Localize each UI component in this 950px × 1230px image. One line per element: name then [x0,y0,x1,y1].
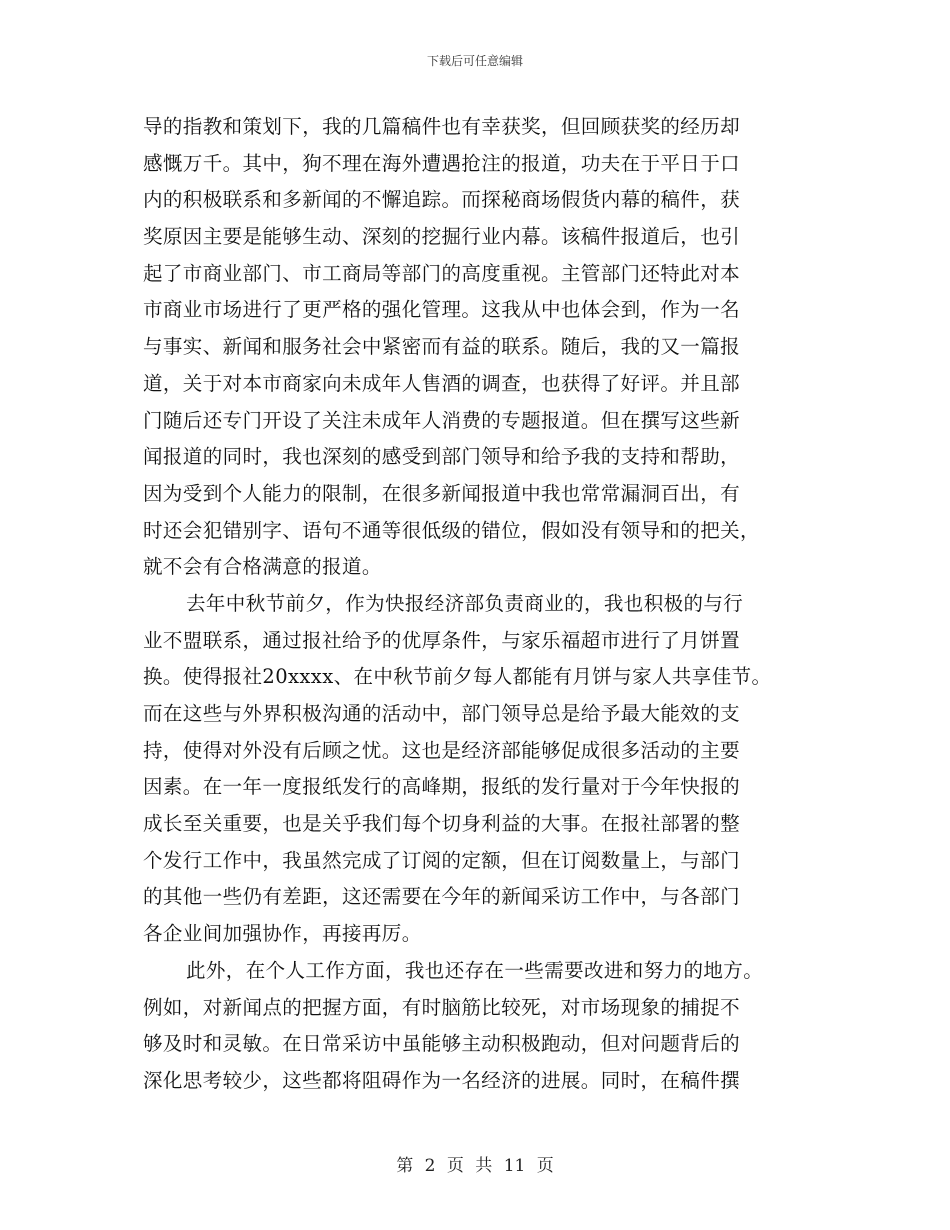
paragraph-1 [143,109,813,586]
text-line: 时还会犯错别字、语句不通等很低级的错位，假如没有领导和的把关， [143,518,760,542]
text-line: 换。使得报社20xxxx、在中秋节前夕每人都能有月饼与家人共享佳节。 [143,665,772,689]
text-line: 奖原因主要是能够生动、深刻的挖掘行业内幕。该稿件报道后，也引 [143,225,741,249]
text-line: 成长至关重要，也是关乎我们每个切身利益的大事。在报社部署的整 [143,812,741,836]
text-line: 例如，对新闻点的把握方面，有时脑筋比较死，对市场现象的捕捉不 [143,995,741,1019]
text-line: 市商业市场进行了更严格的强化管理。这我从中也体会到，作为一名 [143,298,741,322]
text-line: 感慨万千。其中，狗不理在海外遭遇抢注的报道，功夫在于平日于口 [143,151,741,175]
text-line: 起了市商业部门、市工商局等部门的高度重视。主管部门还特此对本 [143,261,741,285]
text-line: 持，使得对外没有后顾之忧。这也是经济部能够促成很多活动的主要 [143,738,741,762]
text-line: 业不盟联系，通过报社给予的优厚条件，与家乐福超市进行了月饼置 [143,628,741,652]
document-body [143,109,813,1100]
page-header: 下载后可任意编辑 [426,54,523,68]
text-line: 而在这些与外界积极沟通的活动中，部门领导总是给予最大能效的支 [143,702,741,725]
text-line: 导的指教和策划下，我的几篇稿件也有幸获奖，但回顾获奖的经历却 [143,115,741,138]
page-number-footer: 第 2 页 共 11 页 [396,1156,554,1176]
text-line-first: 去年中秋节前夕，作为快报经济部负责商业的，我也积极的与行 [186,591,744,615]
text-line: 的其他一些仍有差距，这还需要在今年的新闻采访工作中，与各部门 [143,885,741,909]
text-line: 够及时和灵敏。在日常采访中虽能够主动积极跑动，但对问题背后的 [143,1032,741,1056]
text-line: 道，关于对本市商家向未成年人售酒的调查，也获得了好评。并且部 [143,371,741,395]
text-line: 因素。在一年一度报纸发行的高峰期，报纸的发行量对于今年快报的 [143,775,741,799]
text-line: 闻报道的同时，我也深刻的感受到部门领导和给予我的支持和帮助， [143,445,741,469]
text-line: 与事实、新闻和服务社会中紧密而有益的联系。随后，我的又一篇报 [143,335,741,359]
text-line: 内的积极联系和多新闻的不懈追踪。而探秘商场假货内幕的稿件，获 [143,188,741,212]
text-line-first: 此外，在个人工作方面，我也还存在一些需要改进和努力的地方。 [186,958,764,982]
paragraph-3 [143,953,813,1100]
text-line: 门随后还专门开设了关注未成年人消费的专题报道。但在撰写这些新 [143,408,741,432]
text-line: 个发行工作中，我虽然完成了订阅的定额，但在订阅数量上，与部门 [143,848,741,872]
paragraph-2 [143,586,813,953]
text-line: 就不会有合格满意的报道。 [143,555,382,579]
text-line: 深化思考较少，这些都将阻碍作为一名经济的进展。同时，在稿件撰 [143,1068,741,1092]
text-line: 因为受到个人能力的限制，在很多新闻报道中我也常常漏洞百出，有 [143,481,741,505]
text-line: 各企业间加强协作，再接再厉。 [143,922,422,946]
